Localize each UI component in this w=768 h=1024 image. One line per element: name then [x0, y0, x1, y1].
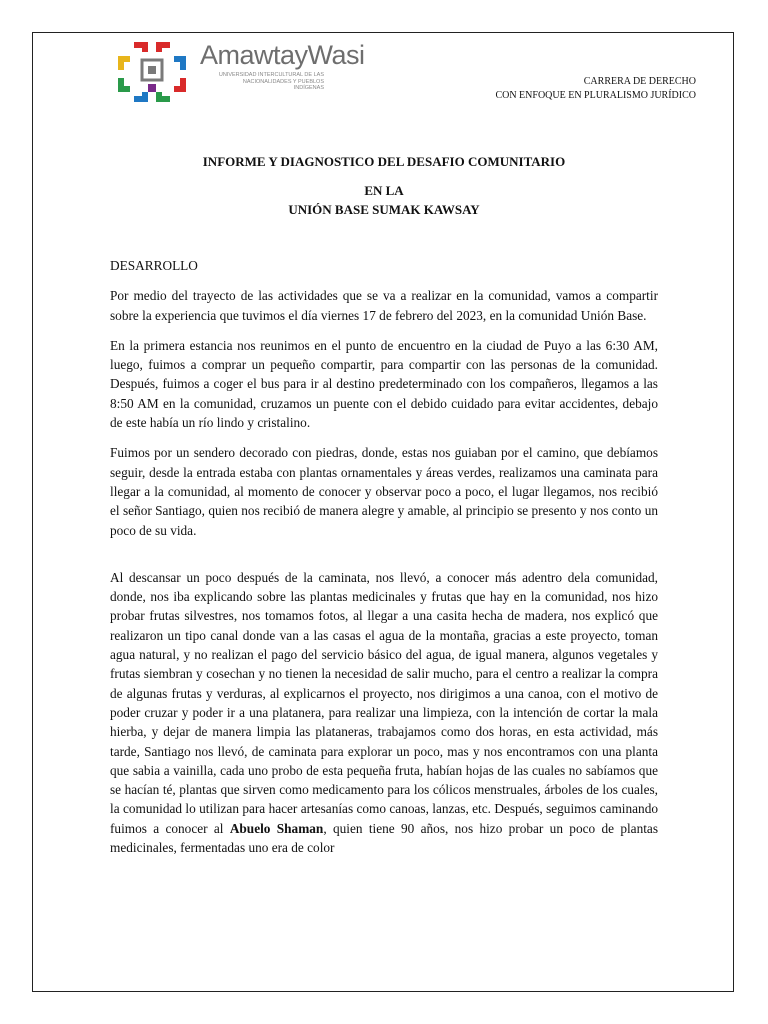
paragraph-4-text-b: , quien tiene 90 años, nos hizo probar un poco de plantas medicinales, fermentadas uno era de color [110, 820, 659, 856]
document-body [110, 256, 658, 868]
career-line-1: CARRERA DE DERECHO [583, 76, 696, 87]
title-line-3: UNIÓN BASE SUMAK KAWSAY [288, 202, 480, 217]
brand-subtitle: UNIVERSIDAD INTERCULTURAL DE LAS NACIONALIDADES Y PUEBLOS INDÍGENAS [218, 72, 324, 91]
paragraph-2: En la primera estancia nos reunimos en el punto de encuentro en la ciudad de Puyo a las 6:30 AM, luego, fuimos a comprar un pequeño compartir, para compartir con las personas de la comunidad. Después, fuimos a coger el bus para ir al destino predeterminado con los compañeros, llegamos a las 8:50 AM en la comunidad, cruzamos un puente con el debido cuidado para evitar accidentes, debajo de este había un río lindo y cristalino. [110, 337, 658, 431]
brand-name: AmawtayWasi [200, 40, 365, 70]
paragraph-4 [110, 568, 658, 857]
career-block [495, 75, 696, 103]
paragraph-4-text-a: Al descansar un poco después de la caminata, nos llevó, a conocer más adentro dela comunidad, donde, nos iba explicando sobre las plantas medicinales y frutas que hay en la comunidad, nos hizo probar frutas silvestres, nos tomamos fotos, al llegar a una casita hecha de madera, nos explicó que realizaron un tipo canal donde van a las casas el agua de la montaña, gracias a este proyecto, toman agua natural, y no realizan el pago del servicio básico del agua, de igual manera, algunos vegetales y frutas siembran y cosechan y no tienen la necesidad de salir mucho, para el centro a realizar la compra de algunas frutas y verduras, al explicarnos el proyecto, nos dirigimos a una canoa, con el motivo de poder cruzar y poder ir a una platanera, para realizar una limpieza, con la intención de cortar la mala hierba, y dejar de manera limpia las plataneras, trabajamos como dos horas, en esta actividad, más tarde, Santiago nos llevó, de caminata para explorar un poco, mas y nos encontramos con una planta que sabia a vainilla, cada uno probo de esta pequeña fruta, habían hojas de las cuales no sabíamos que se hacían té, plantas que sirven como medicamento para los cólicos menstruales, árboles de los cuales, la comunidad lo utilizan para hacer artesanías como canoas, lanzas, etc. Después, seguimos caminando fuimos a conocer al [110, 569, 658, 836]
section-heading: DESARROLLO [110, 258, 198, 273]
university-logo [112, 38, 365, 110]
document-title [110, 152, 658, 219]
career-line-2: CON ENFOQUE EN PLURALISMO JURÍDICO [495, 90, 696, 101]
title-line-1: INFORME Y DIAGNOSTICO DEL DESAFIO COMUNITARIO [202, 154, 566, 169]
paragraph-3: Fuimos por un sendero decorado con piedras, donde, estas nos guiaban por el camino, que debíamos seguir, desde la entrada estaba con plantas ornamentales y áreas verdes, realizamos una caminata para llegar a la comunidad, al momento de conocer y observar poco a poco, el lugar llegamos, nos recibió el señor Santiago, quien nos recibió de manera alegre y amable, al principio se presento y nos conto un poco de su vida. [110, 445, 658, 538]
title-line-2: EN LA [364, 183, 404, 198]
paragraph-1: Por medio del trayecto de las actividades que se va a realizar en la comunidad, vamos a compartir sobre la experiencia que tuvimos el día viernes 17 de febrero del 2023, en la comunidad Unión Base. [110, 288, 658, 323]
logo-emblem-icon [112, 38, 194, 110]
paragraph-4-bold: Abuelo Shaman [229, 820, 324, 836]
